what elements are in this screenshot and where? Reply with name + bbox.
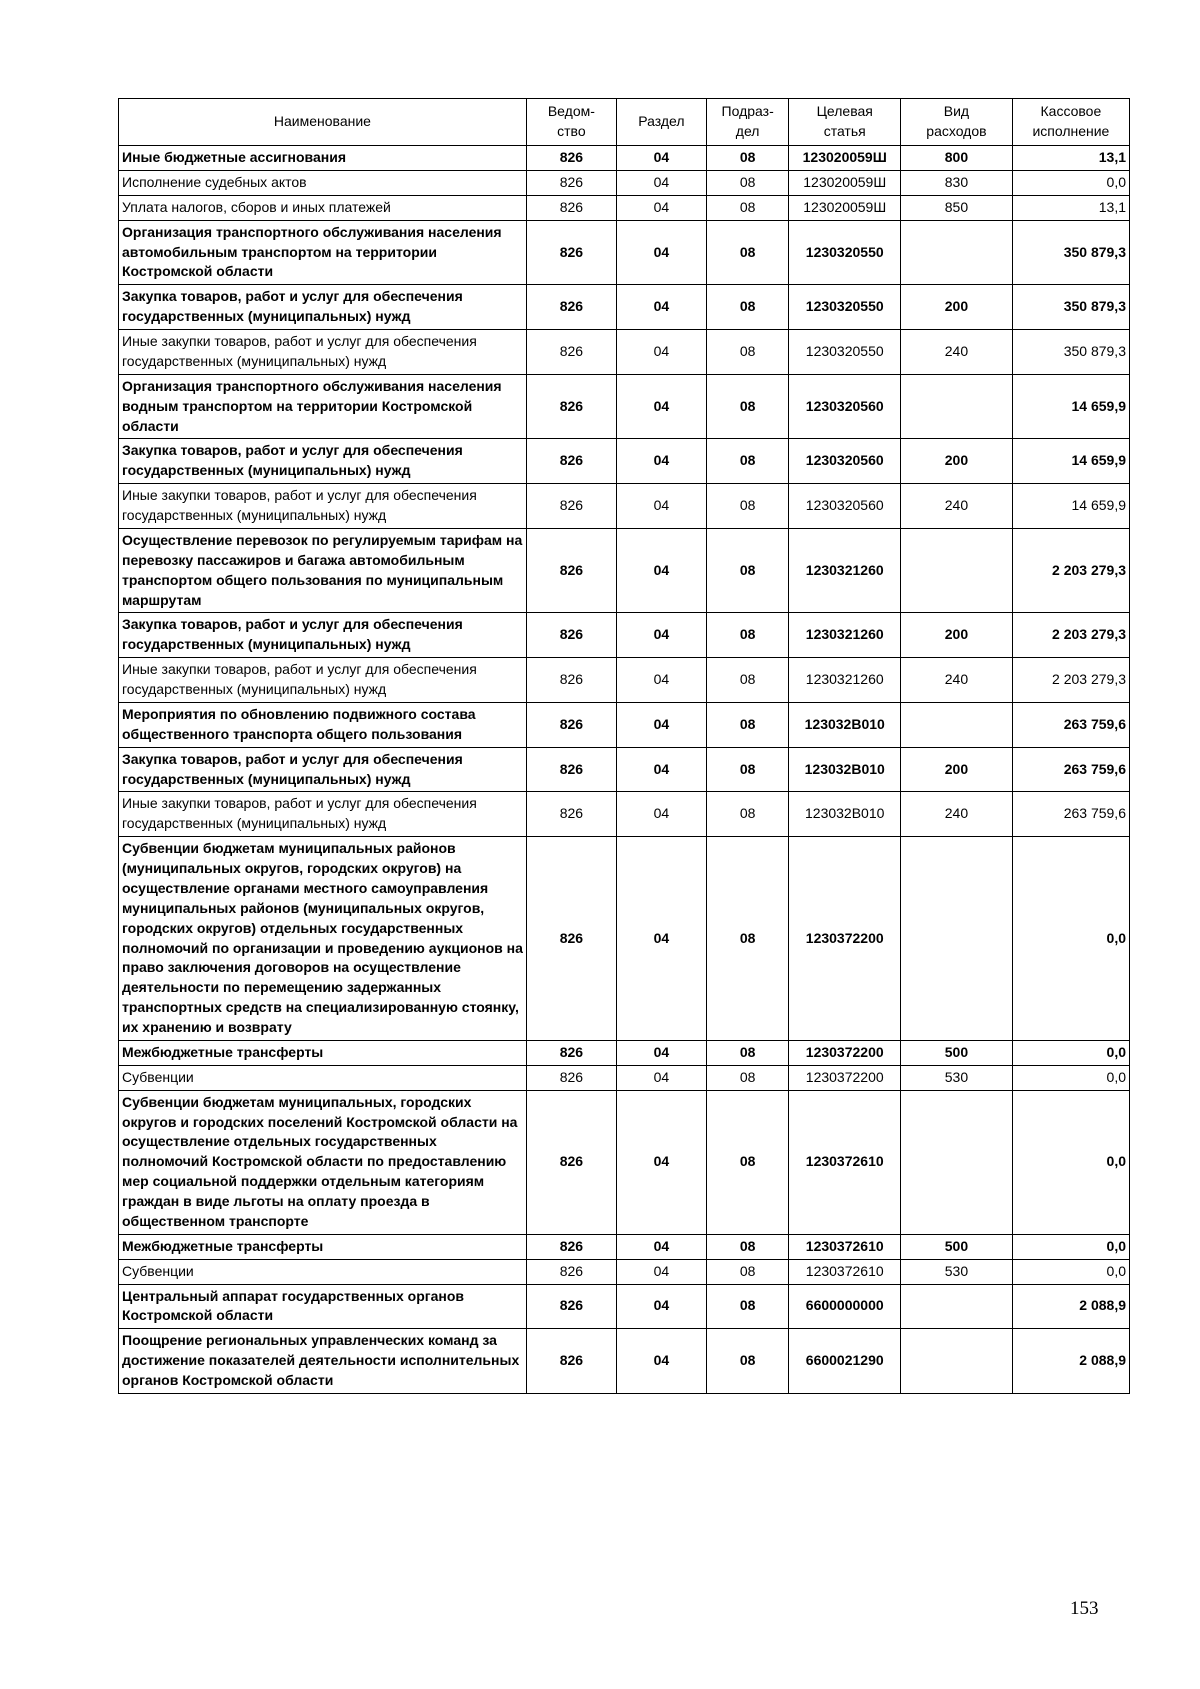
cell-dept: 826 [526, 702, 616, 747]
cell-type: 240 [901, 792, 1013, 837]
cell-section: 04 [616, 1065, 706, 1090]
cell-section: 04 [616, 146, 706, 171]
cell-dept: 826 [526, 439, 616, 484]
table-row [119, 374, 1130, 439]
cell-subsection: 08 [706, 613, 788, 658]
cell-subsection: 08 [706, 702, 788, 747]
table-row [119, 146, 1130, 171]
cell-section: 04 [616, 1040, 706, 1065]
table-row [119, 702, 1130, 747]
table-row [119, 1329, 1130, 1394]
cell-dept: 826 [526, 1090, 616, 1234]
table-row [119, 747, 1130, 792]
cell-subsection: 08 [706, 330, 788, 375]
cell-target: 123032В010 [789, 747, 901, 792]
table-row [119, 528, 1130, 613]
table-row [119, 170, 1130, 195]
cell-type: 240 [901, 330, 1013, 375]
header-type-label: Вид расходов [926, 103, 987, 139]
page-number: 153 [1070, 1598, 1099, 1619]
cell-subsection: 08 [706, 374, 788, 439]
header-row [119, 99, 1130, 146]
cell-dept: 826 [526, 220, 616, 285]
cell-type [901, 1090, 1013, 1234]
cell-name: Исполнение судебных актов [119, 170, 527, 195]
cell-section: 04 [616, 170, 706, 195]
table-row [119, 837, 1130, 1041]
header-section: Раздел [616, 99, 706, 146]
cell-type [901, 702, 1013, 747]
cell-dept: 826 [526, 658, 616, 703]
table-row [119, 1234, 1130, 1259]
cell-section: 04 [616, 220, 706, 285]
table-body [119, 146, 1130, 1394]
header-subsection-label: Подраз- дел [721, 103, 774, 139]
cell-type: 200 [901, 747, 1013, 792]
header-target [789, 99, 901, 146]
cell-dept: 826 [526, 1259, 616, 1284]
cell-target: 123020059Ш [789, 195, 901, 220]
cell-section: 04 [616, 1259, 706, 1284]
cell-dept: 826 [526, 792, 616, 837]
cell-type [901, 374, 1013, 439]
cell-section: 04 [616, 528, 706, 613]
cell-type [901, 837, 1013, 1041]
cell-amount: 2 203 279,3 [1012, 613, 1129, 658]
header-amount-label: Кассовое исполнение [1032, 103, 1110, 139]
cell-target: 1230320560 [789, 374, 901, 439]
cell-name: Иные закупки товаров, работ и услуг для обеспечения государственных (муниципальных) нужд [119, 484, 527, 529]
cell-subsection: 08 [706, 170, 788, 195]
cell-type: 200 [901, 439, 1013, 484]
cell-subsection: 08 [706, 484, 788, 529]
cell-name: Закупка товаров, работ и услуг для обеспечения государственных (муниципальных) нужд [119, 285, 527, 330]
cell-amount: 263 759,6 [1012, 702, 1129, 747]
cell-subsection: 08 [706, 837, 788, 1041]
cell-target: 123032В010 [789, 702, 901, 747]
cell-amount: 13,1 [1012, 146, 1129, 171]
cell-type [901, 1329, 1013, 1394]
cell-subsection: 08 [706, 146, 788, 171]
cell-target: 1230372200 [789, 1040, 901, 1065]
cell-amount: 0,0 [1012, 1090, 1129, 1234]
cell-amount: 2 203 279,3 [1012, 528, 1129, 613]
cell-name: Иные бюджетные ассигнования [119, 146, 527, 171]
table-row [119, 1040, 1130, 1065]
cell-name: Иные закупки товаров, работ и услуг для обеспечения государственных (муниципальных) нужд [119, 792, 527, 837]
cell-target: 1230372610 [789, 1234, 901, 1259]
cell-amount: 263 759,6 [1012, 792, 1129, 837]
cell-name: Поощрение региональных управленческих команд за достижение показателей деятельности исполнительных органов Костромской области [119, 1329, 527, 1394]
cell-amount: 350 879,3 [1012, 330, 1129, 375]
cell-section: 04 [616, 747, 706, 792]
cell-subsection: 08 [706, 528, 788, 613]
cell-type [901, 220, 1013, 285]
cell-name: Закупка товаров, работ и услуг для обеспечения государственных (муниципальных) нужд [119, 613, 527, 658]
header-dept-label: Ведом- ство [547, 103, 595, 139]
cell-amount: 0,0 [1012, 1065, 1129, 1090]
cell-name: Уплата налогов, сборов и иных платежей [119, 195, 527, 220]
cell-dept: 826 [526, 374, 616, 439]
cell-amount: 0,0 [1012, 1234, 1129, 1259]
cell-amount: 14 659,9 [1012, 374, 1129, 439]
cell-section: 04 [616, 195, 706, 220]
cell-subsection: 08 [706, 1040, 788, 1065]
header-subsection [706, 99, 788, 146]
cell-dept: 826 [526, 528, 616, 613]
cell-dept: 826 [526, 330, 616, 375]
table-row [119, 1090, 1130, 1234]
table-row [119, 195, 1130, 220]
cell-section: 04 [616, 285, 706, 330]
budget-table [118, 98, 1130, 1394]
cell-type: 200 [901, 613, 1013, 658]
cell-amount: 0,0 [1012, 837, 1129, 1041]
cell-target: 6600021290 [789, 1329, 901, 1394]
cell-amount: 0,0 [1012, 1259, 1129, 1284]
cell-dept: 826 [526, 1234, 616, 1259]
cell-subsection: 08 [706, 792, 788, 837]
cell-dept: 826 [526, 484, 616, 529]
cell-target: 1230320550 [789, 330, 901, 375]
cell-section: 04 [616, 1329, 706, 1394]
cell-name: Мероприятия по обновлению подвижного состава общественного транспорта общего пользования [119, 702, 527, 747]
header-name: Наименование [119, 99, 527, 146]
table-row [119, 1259, 1130, 1284]
cell-dept: 826 [526, 1329, 616, 1394]
cell-dept: 826 [526, 195, 616, 220]
table-row [119, 285, 1130, 330]
cell-amount: 0,0 [1012, 170, 1129, 195]
cell-target: 1230321260 [789, 528, 901, 613]
cell-amount: 2 203 279,3 [1012, 658, 1129, 703]
cell-type: 850 [901, 195, 1013, 220]
header-target-label: Целевая статья [816, 103, 873, 139]
cell-amount: 263 759,6 [1012, 747, 1129, 792]
cell-amount: 2 088,9 [1012, 1329, 1129, 1394]
cell-section: 04 [616, 484, 706, 529]
cell-name: Субвенции [119, 1259, 527, 1284]
cell-target: 1230320560 [789, 439, 901, 484]
cell-target: 1230320560 [789, 484, 901, 529]
cell-target: 1230320550 [789, 220, 901, 285]
cell-amount: 0,0 [1012, 1040, 1129, 1065]
cell-name: Межбюджетные трансферты [119, 1234, 527, 1259]
table-row [119, 330, 1130, 375]
cell-dept: 826 [526, 146, 616, 171]
cell-subsection: 08 [706, 747, 788, 792]
cell-name: Закупка товаров, работ и услуг для обеспечения государственных (муниципальных) нужд [119, 747, 527, 792]
cell-target: 1230372610 [789, 1090, 901, 1234]
cell-type: 530 [901, 1065, 1013, 1090]
cell-type [901, 1284, 1013, 1329]
cell-target: 1230320550 [789, 285, 901, 330]
cell-amount: 14 659,9 [1012, 484, 1129, 529]
cell-dept: 826 [526, 747, 616, 792]
cell-target: 1230372610 [789, 1259, 901, 1284]
cell-name: Иные закупки товаров, работ и услуг для обеспечения государственных (муниципальных) нужд [119, 658, 527, 703]
cell-subsection: 08 [706, 1065, 788, 1090]
cell-type: 500 [901, 1040, 1013, 1065]
cell-dept: 826 [526, 170, 616, 195]
cell-subsection: 08 [706, 1090, 788, 1234]
cell-amount: 14 659,9 [1012, 439, 1129, 484]
cell-section: 04 [616, 330, 706, 375]
header-dept [526, 99, 616, 146]
cell-amount: 2 088,9 [1012, 1284, 1129, 1329]
cell-name: Закупка товаров, работ и услуг для обеспечения государственных (муниципальных) нужд [119, 439, 527, 484]
cell-name: Субвенции [119, 1065, 527, 1090]
cell-dept: 826 [526, 1065, 616, 1090]
cell-target: 1230321260 [789, 613, 901, 658]
cell-subsection: 08 [706, 195, 788, 220]
cell-target: 6600000000 [789, 1284, 901, 1329]
cell-amount: 350 879,3 [1012, 220, 1129, 285]
cell-dept: 826 [526, 1284, 616, 1329]
cell-type: 830 [901, 170, 1013, 195]
cell-subsection: 08 [706, 1329, 788, 1394]
cell-subsection: 08 [706, 439, 788, 484]
cell-section: 04 [616, 1284, 706, 1329]
table-row [119, 658, 1130, 703]
table-row [119, 1065, 1130, 1090]
cell-section: 04 [616, 374, 706, 439]
cell-dept: 826 [526, 285, 616, 330]
cell-section: 04 [616, 837, 706, 1041]
cell-name: Межбюджетные трансферты [119, 1040, 527, 1065]
cell-dept: 826 [526, 1040, 616, 1065]
cell-name: Организация транспортного обслуживания населения автомобильным транспортом на территории Костромской области [119, 220, 527, 285]
table-row [119, 439, 1130, 484]
cell-section: 04 [616, 658, 706, 703]
table-row [119, 613, 1130, 658]
cell-dept: 826 [526, 613, 616, 658]
cell-dept: 826 [526, 837, 616, 1041]
cell-subsection: 08 [706, 285, 788, 330]
cell-target: 123020059Ш [789, 146, 901, 171]
cell-subsection: 08 [706, 658, 788, 703]
cell-name: Субвенции бюджетам муниципальных районов (муниципальных округов, городских округов) на осуществление органами местного самоуправления муниципальных районов (муниципальных округов, городских округов) отдельных государственных полномочий по организации и проведению аукционов на право заключения договоров на осуществление деятельности по перемещению задержанных транспортных средств на специализированную стоянку, их хранению и возврату [119, 837, 527, 1041]
cell-section: 04 [616, 792, 706, 837]
cell-section: 04 [616, 439, 706, 484]
cell-subsection: 08 [706, 1284, 788, 1329]
cell-name: Центральный аппарат государственных органов Костромской области [119, 1284, 527, 1329]
cell-subsection: 08 [706, 1234, 788, 1259]
cell-target: 123020059Ш [789, 170, 901, 195]
table-row [119, 220, 1130, 285]
cell-subsection: 08 [706, 220, 788, 285]
cell-amount: 13,1 [1012, 195, 1129, 220]
cell-name: Иные закупки товаров, работ и услуг для обеспечения государственных (муниципальных) нужд [119, 330, 527, 375]
cell-target: 123032В010 [789, 792, 901, 837]
header-type [901, 99, 1013, 146]
cell-type: 500 [901, 1234, 1013, 1259]
cell-name: Организация транспортного обслуживания населения водным транспортом на территории Костромской области [119, 374, 527, 439]
cell-type: 800 [901, 146, 1013, 171]
cell-section: 04 [616, 1234, 706, 1259]
cell-name: Осуществление перевозок по регулируемым тарифам на перевозку пассажиров и багажа автомобильным транспортом общего пользования по муниципальным маршрутам [119, 528, 527, 613]
cell-type: 530 [901, 1259, 1013, 1284]
cell-type: 240 [901, 658, 1013, 703]
header-amount [1012, 99, 1129, 146]
table-row [119, 1284, 1130, 1329]
cell-target: 1230321260 [789, 658, 901, 703]
cell-name: Субвенции бюджетам муниципальных, городских округов и городских поселений Костромской области на осуществление отдельных государственных полномочий Костромской области по предоставлению мер социальной поддержки отдельным категориям граждан в виде льготы на оплату проезда в общественном транспорте [119, 1090, 527, 1234]
cell-section: 04 [616, 1090, 706, 1234]
table-row [119, 484, 1130, 529]
cell-type [901, 528, 1013, 613]
cell-amount: 350 879,3 [1012, 285, 1129, 330]
cell-target: 1230372200 [789, 1065, 901, 1090]
cell-section: 04 [616, 702, 706, 747]
cell-subsection: 08 [706, 1259, 788, 1284]
cell-target: 1230372200 [789, 837, 901, 1041]
cell-type: 240 [901, 484, 1013, 529]
cell-section: 04 [616, 613, 706, 658]
cell-type: 200 [901, 285, 1013, 330]
table-row [119, 792, 1130, 837]
